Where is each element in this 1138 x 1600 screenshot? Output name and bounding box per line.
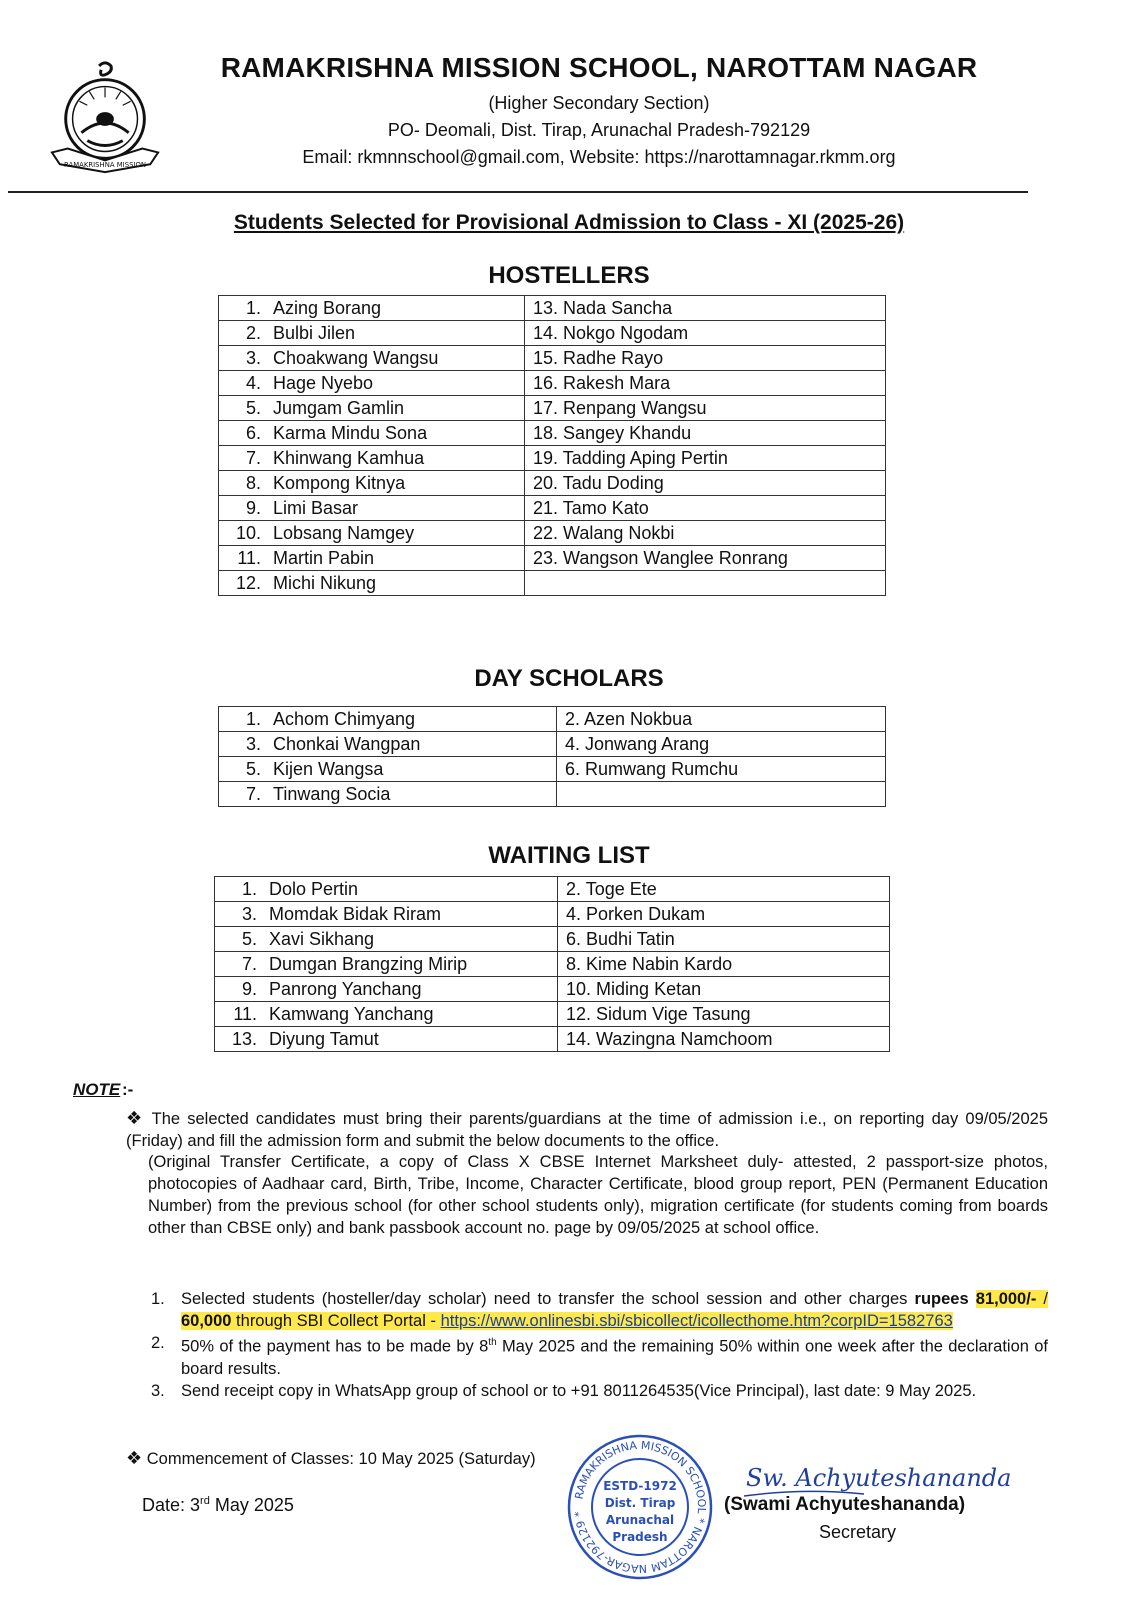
student-number: 19. bbox=[533, 448, 559, 468]
student-name: Porken Dukam bbox=[586, 904, 706, 924]
student-name: Kompong Kitnya bbox=[273, 473, 406, 493]
table-row bbox=[219, 321, 886, 346]
student-entry bbox=[219, 346, 525, 371]
student-name: Momdak Bidak Riram bbox=[269, 904, 442, 924]
stamp-line3: Arunachal bbox=[605, 1513, 675, 1527]
student-entry bbox=[219, 707, 557, 732]
student-name: Michi Nikung bbox=[273, 573, 377, 593]
student-entry bbox=[219, 446, 525, 471]
student-entry bbox=[525, 371, 886, 396]
student-entry bbox=[219, 371, 525, 396]
student-number: 9. bbox=[245, 498, 261, 518]
student-entry bbox=[525, 421, 886, 446]
student-number: 14. bbox=[533, 323, 559, 343]
student-entry bbox=[215, 927, 558, 952]
student-name: Sangey Khandu bbox=[563, 423, 692, 443]
student-name: Kime Nabin Kardo bbox=[586, 954, 733, 974]
student-name: Martin Pabin bbox=[273, 548, 375, 568]
student-entry bbox=[215, 877, 558, 902]
student-number: 17. bbox=[533, 398, 559, 418]
student-number: 3. bbox=[241, 904, 257, 924]
student-entry bbox=[558, 1002, 890, 1027]
student-number: 6. bbox=[245, 423, 261, 443]
signatory-name: (Swami Achyuteshananda) bbox=[724, 1494, 966, 1515]
document-date: Date: 3rd May 2025 bbox=[142, 1495, 294, 1515]
table-row bbox=[219, 571, 886, 596]
table-row bbox=[219, 421, 886, 446]
student-name: Nada Sancha bbox=[563, 298, 673, 318]
student-entry bbox=[215, 952, 558, 977]
table-row bbox=[219, 707, 886, 732]
table-row bbox=[219, 546, 886, 571]
note-bullet-icon: ❖ bbox=[126, 1108, 145, 1128]
student-name: Panrong Yanchang bbox=[269, 979, 422, 999]
table-row bbox=[219, 446, 886, 471]
student-entry bbox=[525, 546, 886, 571]
student-name: Limi Basar bbox=[273, 498, 359, 518]
student-entry bbox=[525, 296, 886, 321]
student-entry bbox=[558, 1027, 890, 1052]
waiting-list-table bbox=[214, 876, 890, 1052]
stamp-ring-text: RAMAKRISHNA MISSION SCHOOL * NAROTTAM NAGAR-792129 * bbox=[572, 1438, 709, 1576]
signatory-designation: Secretary bbox=[819, 1522, 897, 1542]
student-number: 18. bbox=[533, 423, 559, 443]
document-title: Students Selected for Provisional Admission to Class - XI (2025-26) bbox=[233, 211, 905, 234]
student-number: 6. bbox=[565, 759, 581, 779]
note-item-2: 2. 50% of the payment has to be made by 8th May 2025 and the remaining 50% within one week after the declaration of board results. bbox=[151, 1334, 1049, 1378]
table-row bbox=[219, 496, 886, 521]
student-name: Tinwang Socia bbox=[273, 784, 391, 804]
student-entry bbox=[525, 521, 886, 546]
student-number: 9. bbox=[241, 979, 257, 999]
student-name: Bulbi Jilen bbox=[273, 323, 356, 343]
student-entry bbox=[219, 296, 525, 321]
student-number: 11. bbox=[233, 1004, 257, 1024]
student-number: 6. bbox=[566, 929, 582, 949]
student-number: 3. bbox=[245, 348, 261, 368]
student-name: Rumwang Rumchu bbox=[585, 759, 739, 779]
student-name: Jumgam Gamlin bbox=[273, 398, 405, 418]
school-stamp bbox=[565, 1432, 715, 1582]
student-name: Dumgan Brangzing Mirip bbox=[269, 954, 468, 974]
table-row bbox=[219, 371, 886, 396]
student-entry bbox=[219, 732, 557, 757]
student-entry bbox=[525, 446, 886, 471]
student-name: Walang Nokbi bbox=[563, 523, 675, 543]
student-entry bbox=[557, 782, 886, 807]
student-number: 8. bbox=[566, 954, 582, 974]
table-row bbox=[219, 396, 886, 421]
table-row bbox=[219, 346, 886, 371]
student-name: Renpang Wangsu bbox=[563, 398, 707, 418]
student-number: 7. bbox=[245, 448, 261, 468]
day-scholars-table bbox=[218, 706, 886, 807]
student-name: Budhi Tatin bbox=[586, 929, 675, 949]
student-entry bbox=[557, 732, 886, 757]
student-entry bbox=[525, 471, 886, 496]
student-name: Sidum Vige Tasung bbox=[596, 1004, 751, 1024]
student-entry bbox=[219, 471, 525, 496]
student-name: Achom Chimyang bbox=[273, 709, 416, 729]
table-row bbox=[219, 782, 886, 807]
student-entry bbox=[557, 757, 886, 782]
student-entry bbox=[558, 977, 890, 1002]
student-name: Azing Borang bbox=[273, 298, 382, 318]
student-entry bbox=[525, 321, 886, 346]
student-entry bbox=[558, 877, 890, 902]
header-divider bbox=[8, 191, 1028, 193]
student-name: Kamwang Yanchang bbox=[269, 1004, 434, 1024]
student-name: Rakesh Mara bbox=[563, 373, 671, 393]
table-row bbox=[215, 1002, 890, 1027]
student-number: 7. bbox=[245, 784, 261, 804]
student-number: 2. bbox=[245, 323, 261, 343]
student-name: Jonwang Arang bbox=[585, 734, 710, 754]
student-number: 2. bbox=[566, 879, 582, 899]
day-scholars-heading: DAY SCHOLARS bbox=[474, 665, 664, 692]
school-section: (Higher Secondary Section) bbox=[488, 93, 710, 113]
student-number: 10. bbox=[566, 979, 592, 999]
student-name: Dolo Pertin bbox=[269, 879, 359, 899]
svg-text:Sw. Achyuteshananda: Sw. Achyuteshananda bbox=[746, 1464, 1012, 1492]
student-entry bbox=[215, 902, 558, 927]
student-name: Hage Nyebo bbox=[273, 373, 374, 393]
student-entry bbox=[219, 571, 525, 596]
student-number: 13. bbox=[533, 298, 559, 318]
student-number: 5. bbox=[241, 929, 257, 949]
sbi-collect-link[interactable]: https://www.onlinesbi.sbi/sbicollect/icollecthome.htm?corpID=1582763 bbox=[440, 1312, 953, 1330]
student-number: 23. bbox=[533, 548, 559, 568]
student-name: Wangson Wanglee Ronrang bbox=[563, 548, 788, 568]
student-entry bbox=[219, 521, 525, 546]
note-label-suffix: :- bbox=[122, 1080, 134, 1099]
student-entry bbox=[219, 546, 525, 571]
student-number: 2. bbox=[565, 709, 581, 729]
student-name: Xavi Sikhang bbox=[269, 929, 375, 949]
student-name: Diyung Tamut bbox=[269, 1029, 379, 1049]
student-number: 7. bbox=[241, 954, 257, 974]
waiting-list-heading: WAITING LIST bbox=[488, 842, 650, 869]
student-entry bbox=[215, 1002, 558, 1027]
student-number: 4. bbox=[566, 904, 582, 924]
student-entry bbox=[215, 977, 558, 1002]
student-entry bbox=[219, 757, 557, 782]
student-entry bbox=[525, 496, 886, 521]
table-row bbox=[219, 471, 886, 496]
school-address: PO- Deomali, Dist. Tirap, Arunachal Pradesh-792129 bbox=[387, 120, 811, 140]
student-entry bbox=[558, 952, 890, 977]
table-row bbox=[215, 927, 890, 952]
student-entry bbox=[215, 1027, 558, 1052]
student-entry bbox=[219, 782, 557, 807]
student-number: 1. bbox=[245, 298, 261, 318]
student-entry bbox=[525, 396, 886, 421]
student-number: 10. bbox=[235, 523, 261, 543]
table-row bbox=[215, 952, 890, 977]
student-name: Azen Nokbua bbox=[584, 709, 693, 729]
note-intro-line1: The selected candidates must bring their parents/guardians at the time of admission i.e., on reporting day 09/05/2025 (Friday) and fill the admission form and submit the below documents to the office. bbox=[126, 1110, 1048, 1150]
table-row bbox=[215, 977, 890, 1002]
student-number: 16. bbox=[533, 373, 559, 393]
student-number: 14. bbox=[566, 1029, 592, 1049]
logo-ribbon-text: RAMAKRISHNA MISSION bbox=[64, 161, 147, 170]
student-name: Tadding Aping Pertin bbox=[562, 448, 728, 468]
student-number: 22. bbox=[533, 523, 559, 543]
table-row bbox=[219, 521, 886, 546]
student-entry bbox=[219, 421, 525, 446]
student-number: 15. bbox=[533, 348, 559, 368]
table-row bbox=[215, 902, 890, 927]
table-row bbox=[219, 757, 886, 782]
student-entry bbox=[219, 496, 525, 521]
stamp-line2: Dist. Tirap bbox=[604, 1496, 676, 1510]
student-name: Nokgo Ngodam bbox=[563, 323, 689, 343]
student-number: 1. bbox=[241, 879, 257, 899]
commencement-bullet-icon: ❖ bbox=[126, 1448, 143, 1468]
student-entry bbox=[525, 346, 886, 371]
student-name: Miding Ketan bbox=[596, 979, 702, 999]
student-name: Choakwang Wangsu bbox=[273, 348, 439, 368]
student-number: 4. bbox=[565, 734, 581, 754]
student-number: 4. bbox=[245, 373, 261, 393]
table-row bbox=[219, 296, 886, 321]
student-number: 12. bbox=[566, 1004, 592, 1024]
student-number: 20. bbox=[533, 473, 559, 493]
student-entry bbox=[525, 571, 886, 596]
note-intro bbox=[126, 1107, 1048, 1152]
student-entry bbox=[219, 396, 525, 421]
hostellers-table bbox=[218, 295, 886, 596]
hostellers-heading: HOSTELLERS bbox=[488, 262, 650, 289]
student-number: 3. bbox=[245, 734, 261, 754]
student-name: Chonkai Wangpan bbox=[273, 734, 421, 754]
student-name: Radhe Rayo bbox=[563, 348, 664, 368]
stamp-line4: Pradesh bbox=[612, 1530, 668, 1544]
student-name: Wazingna Namchoom bbox=[596, 1029, 773, 1049]
note-item-1: 1. Selected students (hosteller/day scholar) need to transfer the school session and other charges rupees 81,000/- / 60,000 through SBI Collect Portal - https://www.onlinesbi.sbi/sbicollect/icollecthome.htm?corpID=1582763 bbox=[151, 1290, 1049, 1330]
student-name: Tadu Doding bbox=[562, 473, 664, 493]
note-list bbox=[151, 1288, 1048, 1402]
table-row bbox=[219, 732, 886, 757]
student-number: 5. bbox=[245, 398, 261, 418]
student-entry bbox=[219, 321, 525, 346]
student-name: Khinwang Kamhua bbox=[273, 448, 425, 468]
table-row bbox=[215, 877, 890, 902]
school-contact: Email: rkmnnschool@gmail.com, Website: https://narottamnagar.rkmm.org bbox=[302, 147, 896, 167]
student-name: Tamo Kato bbox=[562, 498, 649, 518]
student-number: 8. bbox=[245, 473, 261, 493]
student-entry bbox=[557, 707, 886, 732]
student-entry bbox=[558, 902, 890, 927]
table-row bbox=[215, 1027, 890, 1052]
note-documents: (Original Transfer Certificate, a copy of Class X CBSE Internet Marksheet duly- attested, 2 passport-size photos, photocopies of Aadhaar card, Birth, Tribe, Income, Character Certificate, blood group report, PEN (Permanent Education Number) from the previous school (for other school students only), migration certificate (for students coming from boards other than CBSE only) and bank passbook account no. page by 09/05/2025 at school office. bbox=[148, 1153, 1048, 1237]
note-label: NOTE bbox=[73, 1080, 121, 1099]
student-number: 12. bbox=[235, 573, 261, 593]
student-name: Kijen Wangsa bbox=[273, 759, 384, 779]
student-number: 13. bbox=[231, 1029, 257, 1049]
student-number: 5. bbox=[245, 759, 261, 779]
payment-highlight: 81,000/- / 60,000 through SBI Collect Portal - https://www.onlinesbi.sbi/sbicollect/icollecthome.htm?corpID=1582763 bbox=[181, 1290, 1049, 1330]
student-name: Lobsang Namgey bbox=[273, 523, 415, 543]
note-item-3: 3. Send receipt copy in WhatsApp group of school or to +91 8011264535(Vice Principal), last date: 9 May 2025. bbox=[151, 1381, 977, 1400]
student-number: 21. bbox=[533, 498, 559, 518]
student-name: Toge Ete bbox=[585, 879, 657, 899]
student-number: 1. bbox=[245, 709, 261, 729]
student-number: 11. bbox=[237, 548, 261, 568]
student-name: Karma Mindu Sona bbox=[273, 423, 428, 443]
student-entry bbox=[558, 927, 890, 952]
commencement: ❖ Commencement of Classes: 10 May 2025 (Saturday) bbox=[126, 1448, 536, 1468]
stamp-line1: ESTD-1972 bbox=[603, 1479, 677, 1493]
school-name: RAMAKRISHNA MISSION SCHOOL, NAROTTAM NAGAR bbox=[220, 52, 978, 83]
